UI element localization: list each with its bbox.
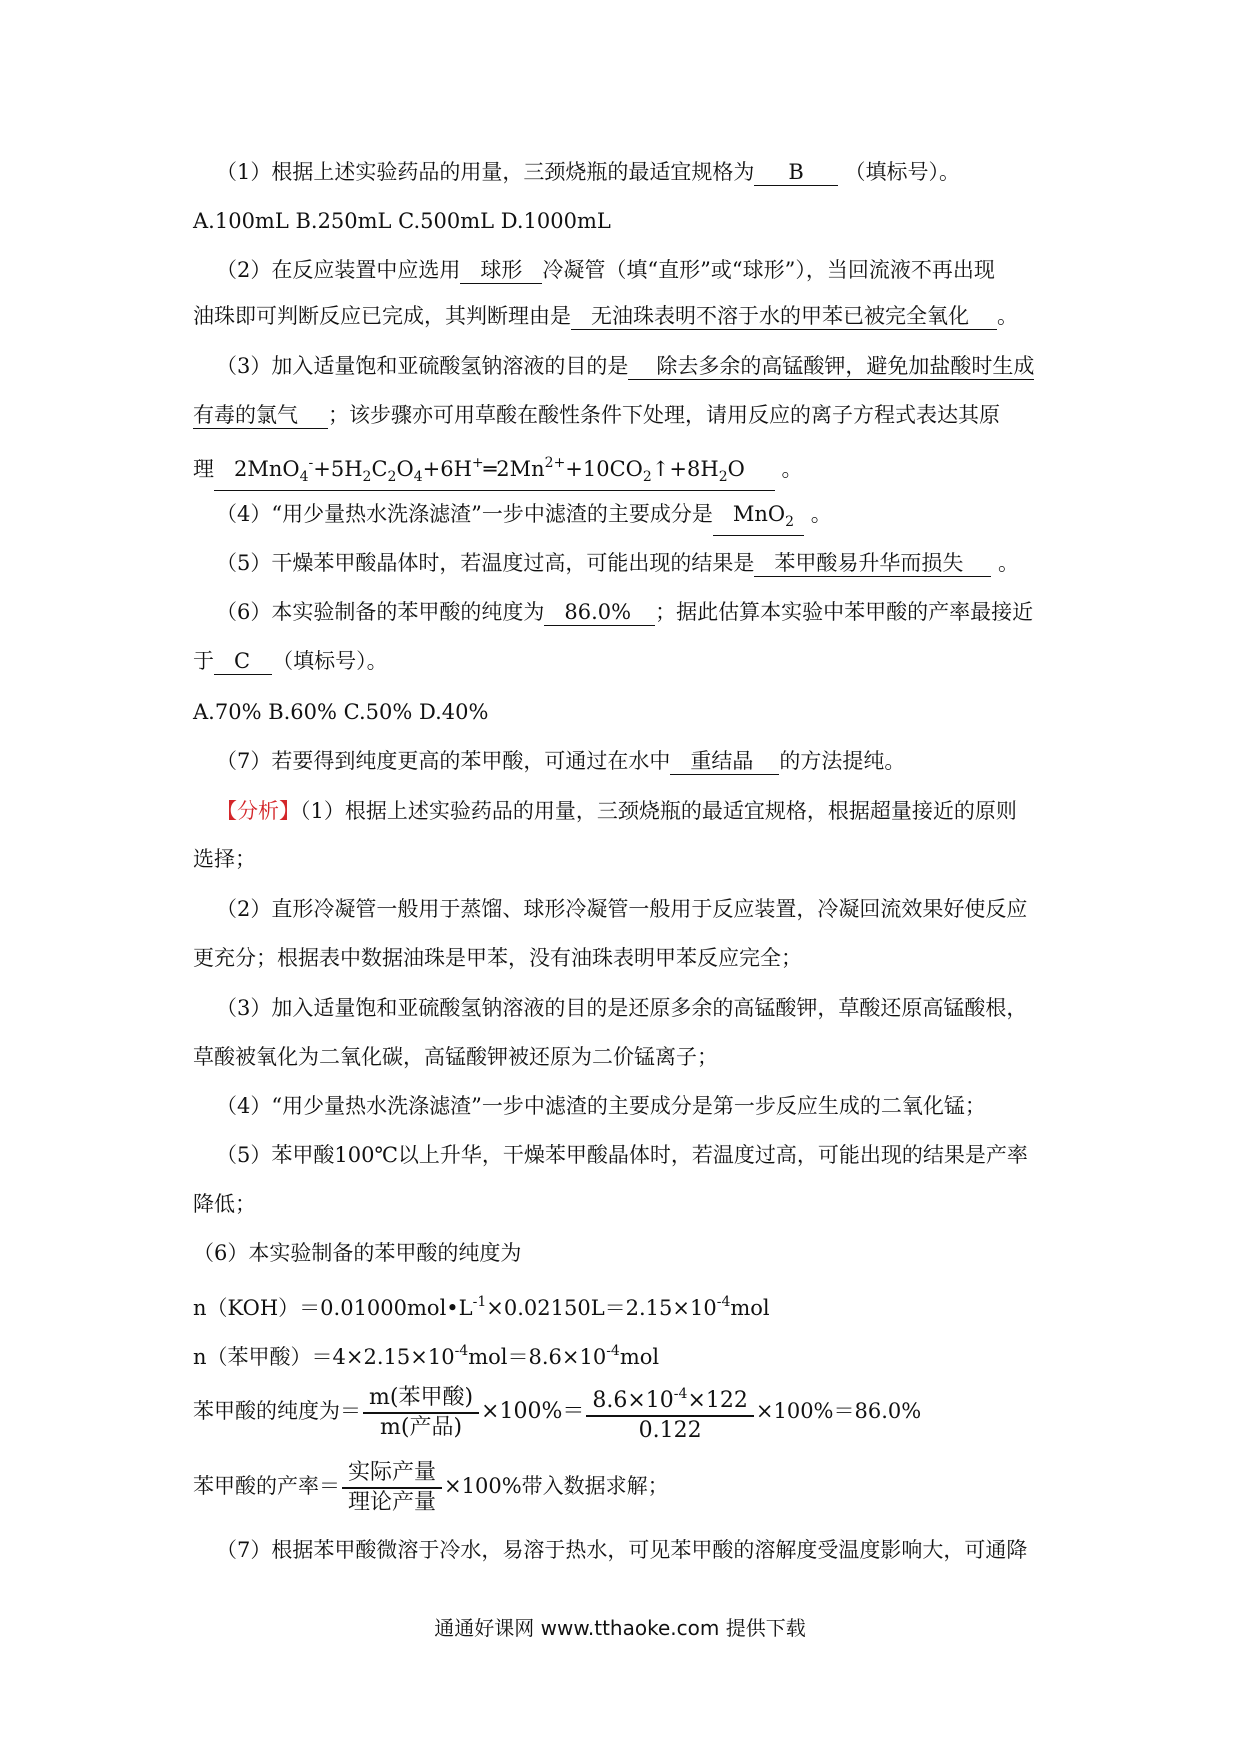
q6-answer2: C (214, 648, 272, 675)
q6-options: A.70% B.60% C.50% D.40% (193, 700, 489, 724)
q7-answer: 重结晶 (670, 748, 779, 775)
q3-line1: （3）加入适量饱和亚硫酸氢钠溶液的目的是 除去多余的高锰酸钾，避免加盐酸时生成 (216, 354, 1035, 378)
yield-fraction: $\frac{\text{实际产量}}{\text{理论产量}}$ (342, 1459, 442, 1517)
analysis-6: （6）本实验制备的苯甲酸的纯度为 (193, 1241, 522, 1265)
q2-answer1: 球形 (460, 257, 542, 284)
analysis-7: （7）根据苯甲酸微溶于冷水，易溶于热水，可见苯甲酸的溶解度受温度影响大，可通降 (216, 1538, 1028, 1562)
analysis-tag: 【分析】 (216, 799, 300, 823)
q6-line1: （6）本实验制备的苯甲酸的纯度为 86.0% ；据此估算本实验中苯甲酸的产率最接近 (216, 600, 1034, 624)
q2-answer2: 无油珠表明不溶于水的甲苯已被完全氧化 (571, 303, 997, 330)
q5-answer: 苯甲酸易升华而损失 (754, 550, 991, 577)
q3-ionic-equation: $2MnO_4^-+5H_2C_2O_4+6H^+═2Mn^{2+}+10CO_2↑+8H_2O$ (214, 450, 775, 491)
q2-line2: 油珠即可判断反应已完成，其判断理由是 无油珠表明不溶于水的甲苯已被完全氧化 。 (193, 304, 1018, 328)
q4-line: （4）“用少量热水洗涤滤渣”一步中滤渣的主要成分是 MnO$_2$ 。 (216, 499, 832, 536)
purity-fraction-2: $\frac{8.6\times 10^{-4}\times 122}{0.122}$ (586, 1380, 754, 1445)
n-acid-formula: n（苯甲酸）$=4\times 2.15\times 10^{-4}mol=8.6\times 10^{-4}mol$ (193, 1343, 660, 1369)
n-koh-formula: $n(KOH)=0.01000mol•L^{-1}\times 0.02150L=2.15\times 10^{-4}mol$ (193, 1294, 770, 1320)
purity-fraction-1: $\frac{\text{m(苯甲酸)}}{\text{m(产品)}}$ (363, 1384, 479, 1442)
q1-options: A.100mL B.250mL C.500mL D.1000mL (193, 209, 611, 233)
page-footer: 通通好课网 www.tthaoke.com 提供下载 (434, 1616, 806, 1640)
analysis-2-line1: （2）直形冷凝管一般用于蒸馏、球形冷凝管一般用于反应装置，冷凝回流效果好使反应 (216, 897, 1028, 921)
q1-answer: B (754, 159, 837, 186)
q3-answer1-part1: 除去多余的高锰酸钾，避免加盐酸时生成 (628, 353, 1034, 380)
q3-line2: 有毒的氯气 ；该步骤亦可用草酸在酸性条件下处理，请用反应的离子方程式表达其原 (193, 403, 1000, 427)
purity-formula: 苯甲酸的纯度为＝ $\frac{\text{m(苯甲酸)}}{\text{m(产品)}}$ ×100%＝ $\frac{8.6\times 10^{-4}\times 122}{0.122}$ ×100%＝86.0% (193, 1380, 921, 1445)
q4-answer: MnO$_2$ (713, 501, 804, 536)
q1-line: （1）根据上述实验药品的用量，三颈烧瓶的最适宜规格为 B （填标号）。 (216, 160, 960, 184)
analysis-5-line1: （5）苯甲酸100℃以上升华，干燥苯甲酸晶体时，若温度过高，可能出现的结果是产率 (216, 1143, 1028, 1167)
analysis-4: （4）“用少量热水洗涤滤渣”一步中滤渣的主要成分是第一步反应生成的二氧化锰； (216, 1094, 986, 1118)
analysis-1-line2: 选择； (193, 847, 256, 871)
q6-answer1: 86.0% (544, 599, 655, 626)
q6-line2: 于 C （填标号）。 (193, 649, 388, 673)
yield-formula: 苯甲酸的产率＝ $\frac{\text{实际产量}}{\text{理论产量}}$ ×100%带入数据求解； (193, 1459, 669, 1515)
q2-line1: （2）在反应装置中应选用 球形 冷凝管（填“直形”或“球形”），当回流液不再出现 (216, 258, 995, 282)
analysis-1-line1: 【分析】（1）根据上述实验药品的用量，三颈烧瓶的最适宜规格，根据超量接近的原则 (216, 799, 1017, 823)
q3-answer1-part2: 有毒的氯气 (193, 402, 328, 429)
q7-line: （7）若要得到纯度更高的苯甲酸，可通过在水中 重结晶 的方法提纯。 (216, 749, 906, 773)
analysis-2-line2: 更充分；根据表中数据油珠是甲苯，没有油珠表明甲苯反应完全； (193, 946, 802, 970)
analysis-3-line2: 草酸被氧化为二氧化碳，高锰酸钾被还原为二价锰离子； (193, 1045, 718, 1069)
q3-line3: 理 $2MnO_4^-+5H_2C_2O_4+6H^+═2Mn^{2+}+10CO_2↑+8H_2O$ 。 (193, 450, 803, 491)
q5-line: （5）干燥苯甲酸晶体时，若温度过高，可能出现的结果是 苯甲酸易升华而损失 。 (216, 551, 1020, 575)
analysis-5-line2: 降低； (193, 1192, 256, 1216)
analysis-3-line1: （3）加入适量饱和亚硫酸氢钠溶液的目的是还原多余的高锰酸钾，草酸还原高锰酸根， (216, 996, 1028, 1020)
